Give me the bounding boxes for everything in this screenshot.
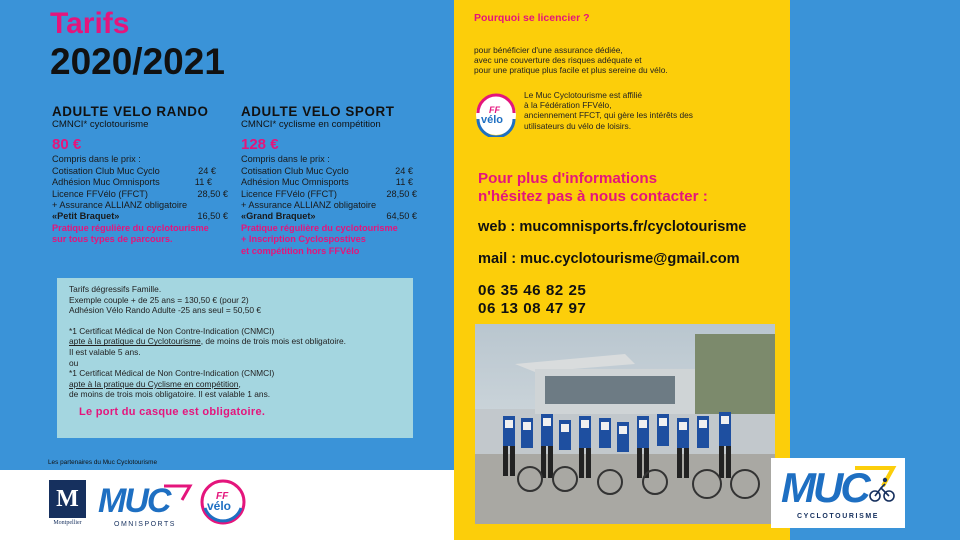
price-row-label: Adhésion Muc Omnisports <box>241 177 349 188</box>
contact-phone[interactable]: 06 35 46 82 25 <box>478 282 587 299</box>
certificate-1-title: *1 Certificat Médical de Non Contre-Indication (CNMCI) <box>69 325 275 336</box>
family-title: Tarifs dégressifs Famille. <box>69 284 162 294</box>
helmet-notice: Le port du casque est obligatoire. <box>79 405 266 418</box>
certificate-2-title: *1 Certificat Médical de Non Contre-Indication (CNMCI) <box>69 368 275 379</box>
page-title: Tarifs <box>50 7 130 40</box>
plan-amount: 64,50 € <box>386 211 417 222</box>
contact-web-link[interactable]: web : mucomnisports.fr/cyclotourisme <box>478 219 747 235</box>
cyclotourisme-label: CYCLOTOURISME <box>796 513 880 520</box>
contact-title-line: n'hésitez pas à nous contacter : <box>478 188 708 205</box>
price-row-label: Licence FFVélo (FFCT) <box>241 188 337 199</box>
partners-label: Les partenaires du Muc Cyclotourisme <box>48 459 158 466</box>
price-row-label: Cotisation Club Muc Cyclo <box>52 165 160 176</box>
ffvelo-logo <box>474 93 518 137</box>
tariff-subheading: CMNCI* cyclisme en compétition <box>241 119 381 130</box>
plan-label: «Petit Braquet» <box>52 211 120 222</box>
price-row-amount: 11 € <box>194 177 212 188</box>
price-row-label: Adhésion Muc Omnisports <box>52 177 160 188</box>
page-subtitle-season: 2020/2021 <box>50 41 225 82</box>
montpellier-letter: M <box>49 480 86 518</box>
price-row <box>241 177 417 188</box>
included-label: Compris dans le prix : <box>52 154 141 165</box>
montpellier-name: Montpellier <box>53 520 82 526</box>
certificate-2-underlined: apte à la pratique du Cyclisme en compétition <box>69 378 239 389</box>
certificate-1-underlined: apte à la pratique du Cyclotourisme <box>69 336 201 347</box>
why-license-title: Pourquoi se licencier ? <box>474 12 590 24</box>
price-row <box>52 189 242 200</box>
certificate-1-rest: , de moins de trois mois est obligatoire. <box>200 336 346 347</box>
price-row-amount: 24 € <box>395 165 413 176</box>
muc-cyclo-mark <box>771 458 905 514</box>
insurance-line: + Assurance ALLIANZ obligatoire <box>52 200 188 211</box>
tariff-column-sport <box>241 104 417 257</box>
tariff-heading: ADULTE VELO RANDO <box>52 104 209 119</box>
cyclist-icon <box>870 478 894 501</box>
family-example: Exemple couple + de 25 ans = 130,50 € (pour 2) <box>69 294 249 305</box>
plan-amount: 16,50 € <box>197 211 228 222</box>
price-row-amount: 24 € <box>198 165 216 176</box>
tariff-price: 80 € <box>52 136 82 154</box>
tariff-heading: ADULTE VELO SPORT <box>241 104 395 119</box>
contact-title <box>478 170 708 206</box>
practice-note: Pratique régulière du cyclotourisme <box>52 222 209 233</box>
practice-note: et compétition hors FFVélo <box>241 245 360 256</box>
price-row <box>52 166 242 177</box>
tariff-subheading: CMNCI* cyclotourisme <box>52 119 149 130</box>
practice-note: sur tous types de parcours. <box>52 234 173 245</box>
why-line: avec une couverture des risques adéquate et <box>474 55 642 66</box>
practice-note: Pratique régulière du cyclotourisme <box>241 222 398 233</box>
why-line: pour une pratique plus facile et plus sereine du vélo. <box>474 65 668 76</box>
montpellier-logo <box>49 480 86 530</box>
certificate-2-condition <box>69 379 403 390</box>
contact-phone[interactable]: 06 13 08 47 97 <box>478 300 587 317</box>
info-box <box>57 278 413 438</box>
ff-line: Le Muc Cyclotourisme est affilié <box>524 90 643 100</box>
price-row-amount: 28,50 € <box>386 188 417 199</box>
certificate-1-validity: Il est valable 5 ans. <box>69 346 141 357</box>
tariff-price: 128 € <box>241 136 279 154</box>
insurance-line: + Assurance ALLIANZ obligatoire <box>241 200 377 211</box>
price-row <box>52 177 242 188</box>
or-separator: ou <box>69 357 79 368</box>
velo-text: vélo <box>481 114 504 126</box>
plan-label: «Grand Braquet» <box>241 211 316 222</box>
certificate-2-rest: , <box>238 378 241 389</box>
ffvelo-affiliation-text <box>524 90 754 131</box>
plan-row <box>241 211 417 222</box>
included-label: Compris dans le prix : <box>241 154 330 165</box>
ff-line: anciennement FFCT, qui gère les intérêts des <box>524 110 693 121</box>
ff-text: FF <box>216 491 229 502</box>
tariff-column-rando <box>52 104 242 246</box>
price-row-label: Licence FFVélo (FFCT) <box>52 188 148 199</box>
price-row-amount: 28,50 € <box>197 188 228 199</box>
muc-logo-sub: OMNISPORTS <box>114 521 176 528</box>
plan-row <box>52 211 242 222</box>
ff-text: FF <box>489 105 500 115</box>
price-row <box>241 189 417 200</box>
contact-title-line: Pour plus d'informations <box>478 170 658 187</box>
family-young: Adhésion Vélo Rando Adulte -25 ans seul = 50,50 € <box>69 305 262 316</box>
why-license-text <box>474 45 774 76</box>
why-line: pour bénéficier d'une assurance dédiée, <box>474 45 623 55</box>
club-group-photo <box>475 324 775 524</box>
velo-text: vélo <box>207 499 232 513</box>
certificate-2-validity: de moins de trois mois obligatoire. Il est valable 1 ans. <box>69 389 271 400</box>
muc-cyclotourisme-logo <box>771 458 905 528</box>
muc-logo-text: MUC <box>98 482 170 520</box>
muc-logo <box>94 478 194 530</box>
price-row-label: Cotisation Club Muc Cyclo <box>241 165 349 176</box>
price-row-amount: 11 € <box>395 177 413 188</box>
practice-note: + Inscription Cyclospostives <box>241 234 366 245</box>
ff-line: à la Fédération FFVélo, <box>524 100 612 111</box>
ff-line: utilisateurs du vélo de loisirs. <box>524 120 632 131</box>
certificate-1-condition <box>69 336 403 347</box>
ffvelo-logo-small <box>199 478 247 526</box>
contact-mail-link[interactable]: mail : muc.cyclotourisme@gmail.com <box>478 251 740 267</box>
price-row <box>241 166 417 177</box>
muc-cyclo-text: MUC <box>781 464 868 511</box>
